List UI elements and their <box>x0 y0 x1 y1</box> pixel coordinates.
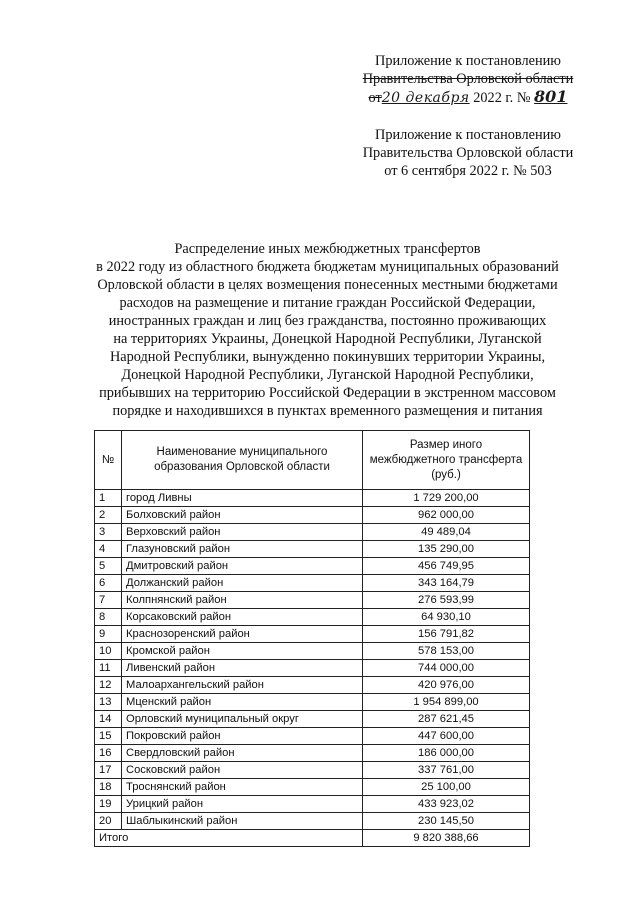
row-number: 17 <box>95 762 122 779</box>
row-municipality: Малоархангельский район <box>122 677 363 694</box>
row-number: 2 <box>95 507 122 524</box>
table-row <box>95 541 530 558</box>
row-number: 5 <box>95 558 122 575</box>
appendix-current <box>318 52 618 107</box>
row-municipality: город Ливны <box>122 490 363 507</box>
table-body <box>95 490 530 830</box>
appendix-current-line1: Приложение к постановлению <box>375 53 561 69</box>
row-number: 1 <box>95 490 122 507</box>
row-municipality: Верховский район <box>122 524 363 541</box>
table-row <box>95 796 530 813</box>
row-number: 14 <box>95 711 122 728</box>
year-and-number-label: 2022 г. № <box>473 90 531 106</box>
row-amount: 420 976,00 <box>363 677 530 694</box>
row-amount: 456 749,95 <box>363 558 530 575</box>
row-municipality: Краснозоренский район <box>122 626 363 643</box>
row-municipality: Троснянский район <box>122 779 363 796</box>
row-municipality: Глазуновский район <box>122 541 363 558</box>
table-row <box>95 762 530 779</box>
row-amount: 962 000,00 <box>363 507 530 524</box>
title-line: Донецкой Народной Республики, Луганской Народной Республики, <box>121 367 534 383</box>
row-municipality: Шаблыкинский район <box>122 813 363 830</box>
transfers-table <box>94 430 530 847</box>
table-row <box>95 592 530 609</box>
row-number: 11 <box>95 660 122 677</box>
row-municipality: Покровский район <box>122 728 363 745</box>
row-municipality: Урицкий район <box>122 796 363 813</box>
table-row <box>95 728 530 745</box>
row-amount: 156 791,82 <box>363 626 530 643</box>
table-row <box>95 490 530 507</box>
title-line: Народной Республики, вынужденно покинувших территории Украины, <box>109 349 546 365</box>
table-row <box>95 609 530 626</box>
header-number: № <box>95 431 122 490</box>
title-line: на территориях Украины, Донецкой Народной Республики, Луганской <box>113 331 542 347</box>
row-municipality: Корсаковский район <box>122 609 363 626</box>
table-header-row <box>95 431 530 490</box>
title-line: иностранных граждан и лиц без гражданства, постоянно проживающих <box>108 313 547 329</box>
table-row <box>95 745 530 762</box>
row-amount: 135 290,00 <box>363 541 530 558</box>
document-title <box>70 240 585 420</box>
row-municipality: Кромской район <box>122 643 363 660</box>
total-row <box>95 830 530 847</box>
table-row <box>95 779 530 796</box>
row-amount: 578 153,00 <box>363 643 530 660</box>
table-row <box>95 507 530 524</box>
row-municipality: Мценский район <box>122 694 363 711</box>
row-municipality: Дмитровский район <box>122 558 363 575</box>
table-row <box>95 558 530 575</box>
row-municipality: Сосковский район <box>122 762 363 779</box>
row-number: 4 <box>95 541 122 558</box>
date-prefix: от <box>368 90 382 106</box>
title-line: Распределение иных межбюджетных трансфертов <box>174 241 481 257</box>
row-amount: 64 930,10 <box>363 609 530 626</box>
table-row <box>95 626 530 643</box>
handwritten-number: 801 <box>534 87 568 106</box>
handwritten-date: 20 декабря <box>381 90 470 106</box>
table-row <box>95 677 530 694</box>
row-municipality: Колпнянский район <box>122 592 363 609</box>
row-municipality: Свердловский район <box>122 745 363 762</box>
total-amount: 9 820 388,66 <box>363 830 530 847</box>
row-amount: 186 000,00 <box>363 745 530 762</box>
row-number: 18 <box>95 779 122 796</box>
appendix-previous-line3: от 6 сентября 2022 г. № 503 <box>384 163 552 179</box>
row-amount: 1 954 899,00 <box>363 694 530 711</box>
header-municipality: Наименование муниципального образования Орловской области <box>122 431 363 490</box>
appendix-previous-line2: Правительства Орловской области <box>362 145 574 161</box>
title-line: расходов на размещение и питание граждан Российской Федерации, <box>119 295 536 311</box>
row-number: 15 <box>95 728 122 745</box>
title-line: в 2022 году из областного бюджета бюджетам муниципальных образований <box>96 259 559 275</box>
header-amount: Размер иного межбюджетного трансферта (руб.) <box>363 431 530 490</box>
row-amount: 1 729 200,00 <box>363 490 530 507</box>
row-number: 7 <box>95 592 122 609</box>
row-number: 12 <box>95 677 122 694</box>
row-amount: 276 593,99 <box>363 592 530 609</box>
row-amount: 744 000,00 <box>363 660 530 677</box>
appendix-previous-line1: Приложение к постановлению <box>375 127 561 143</box>
appendix-current-date-line <box>318 88 618 107</box>
row-amount: 49 489,04 <box>363 524 530 541</box>
row-number: 6 <box>95 575 122 592</box>
table-row <box>95 711 530 728</box>
title-line: Орловской области в целях возмещения понесенных местными бюджетами <box>97 277 558 293</box>
row-amount: 287 621,45 <box>363 711 530 728</box>
appendix-previous <box>318 126 618 180</box>
table-row <box>95 524 530 541</box>
row-amount: 433 923,02 <box>363 796 530 813</box>
table-row <box>95 813 530 830</box>
row-amount: 447 600,00 <box>363 728 530 745</box>
row-amount: 343 164,79 <box>363 575 530 592</box>
row-number: 16 <box>95 745 122 762</box>
title-line: прибывших на территорию Российской Федерации в экстренном массовом <box>99 385 556 401</box>
row-number: 9 <box>95 626 122 643</box>
row-municipality: Орловский муниципальный округ <box>122 711 363 728</box>
row-amount: 25 100,00 <box>363 779 530 796</box>
row-number: 8 <box>95 609 122 626</box>
row-municipality: Болховский район <box>122 507 363 524</box>
title-line: порядке и находившихся в пунктах временного размещения и питания <box>112 403 543 419</box>
row-municipality: Ливенский район <box>122 660 363 677</box>
row-number: 10 <box>95 643 122 660</box>
table-row <box>95 660 530 677</box>
row-municipality: Должанский район <box>122 575 363 592</box>
total-label: Итого <box>95 830 363 847</box>
row-number: 20 <box>95 813 122 830</box>
row-number: 13 <box>95 694 122 711</box>
row-amount: 337 761,00 <box>363 762 530 779</box>
row-number: 19 <box>95 796 122 813</box>
table-row <box>95 643 530 660</box>
row-number: 3 <box>95 524 122 541</box>
row-amount: 230 145,50 <box>363 813 530 830</box>
appendix-current-line2: Правительства Орловской области <box>362 71 574 87</box>
table-row <box>95 694 530 711</box>
table-row <box>95 575 530 592</box>
